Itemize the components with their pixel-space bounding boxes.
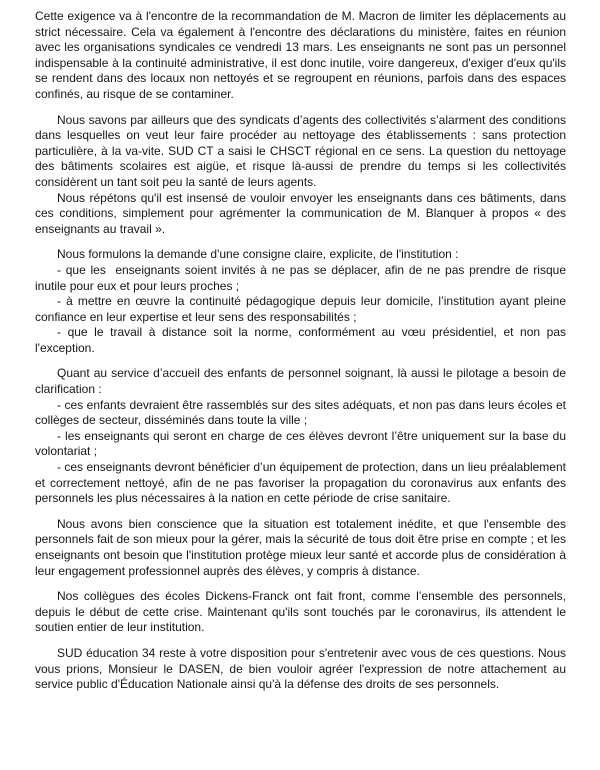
paragraph: Nos collègues des écoles Dickens-Franck ont fait front, comme l’ensemble des personnels, depuis le début de cette crise. Maintenant qu'ils sont touchés par le coronavirus, ils attendent le soutien entier de leur institution. (35, 589, 566, 635)
paragraph: Nous savons par ailleurs que des syndicats d’agents des collectivités s’alarment des conditions dans lesquelles on veut leur faire procéder au nettoyage des établissements : sans protection particulière, à la va-vite. SUD CT a saisi le CHSCT régional en ce sens. La question du nettoyage des bâtiments scolaires est aigüe, et risque là-aussi de prendre du temps si les collectivités considèrent un tant soit peu la santé de leurs agents. (35, 112, 566, 189)
paragraph: SUD éducation 34 reste à votre disposition pour s'entretenir avec vous de ces questions. Nous vous prions, Monsieur le DASEN, de bien vouloir agréer l'expression de notre attachement au service public d'Éducation Nationale ainsi qu'à la défense des droits de ses personnels. (35, 645, 566, 692)
paragraph: Nous avons bien conscience que la situation est totalement inédite, et que l'ensemble des personnels fait de son mieux pour la gérer, mais la sécurité de tous doit être prise en compte ; et les enseignants ont besoin que l'institution protège mieux leur santé et accorde plus de considération à leur engagement professionnel auprès des élèves, y compris à distance. (35, 516, 566, 578)
list-item: - que les enseignants soient invités à ne pas se déplacer, afin de ne pas prendre de risque inutile pour eux et pour leurs proches ; (35, 262, 566, 293)
list-item: - à mettre en œuvre la continuité pédagogique depuis leur domicile, l’institution ayant pleine confiance en leur expertise et leur sens des responsabilités ; (35, 294, 566, 324)
list-item: - ces enfants devraient être rassemblés sur des sites adéquats, et non pas dans leurs écoles et collèges de secteur, disséminés dans toute la ville ; (35, 397, 566, 428)
paragraph: Cette exigence va à l'encontre de la recommandation de M. Macron de limiter les déplacements au strict nécessaire. Cela va également à l'encontre des déclarations du ministère, faites en réunion avec les organisations syndicales ce vendredi 13 mars. Les enseignants ne sont pas un personnel indispensable à la continuité administrative, il est donc inutile, voire dangereux, d'exiger d'eux qu'ils se rendent dans des locaux non nettoyés et se regroupent en réunions, parfois dans des espaces confinés, au risque de se contaminer. (35, 9, 566, 101)
list-item: - que le travail à distance soit la norme, conformément au vœu présidentiel, et non pas l'exception. (35, 325, 566, 355)
document-body (35, 9, 566, 693)
paragraph: Nous formulons la demande d'une consigne claire, explicite, de l'institution : (57, 247, 459, 262)
list-item: - les enseignants qui seront en charge de ces élèves devront l’être uniquement sur la base du volontariat ; (35, 428, 566, 459)
paragraph: Quant au service d’accueil des enfants de personnel soignant, là aussi le pilotage a besoin de clarification : (35, 366, 566, 397)
paragraph: Nous répétons qu'il est insensé de vouloir envoyer les enseignants dans ces bâtiments, dans ces conditions, simplement pour agrémenter la communication de M. Blanquer à propos « des enseignants au travail ». (35, 190, 566, 236)
list-item: - ces enseignants devront bénéficier d’un équipement de protection, dans un lieu préalablement et correctement nettoyé, afin de ne pas favoriser la propagation du coronavirus aux enfants des personnels les plus nécessaires à la nation en cette période de crise sanitaire. (35, 460, 566, 506)
